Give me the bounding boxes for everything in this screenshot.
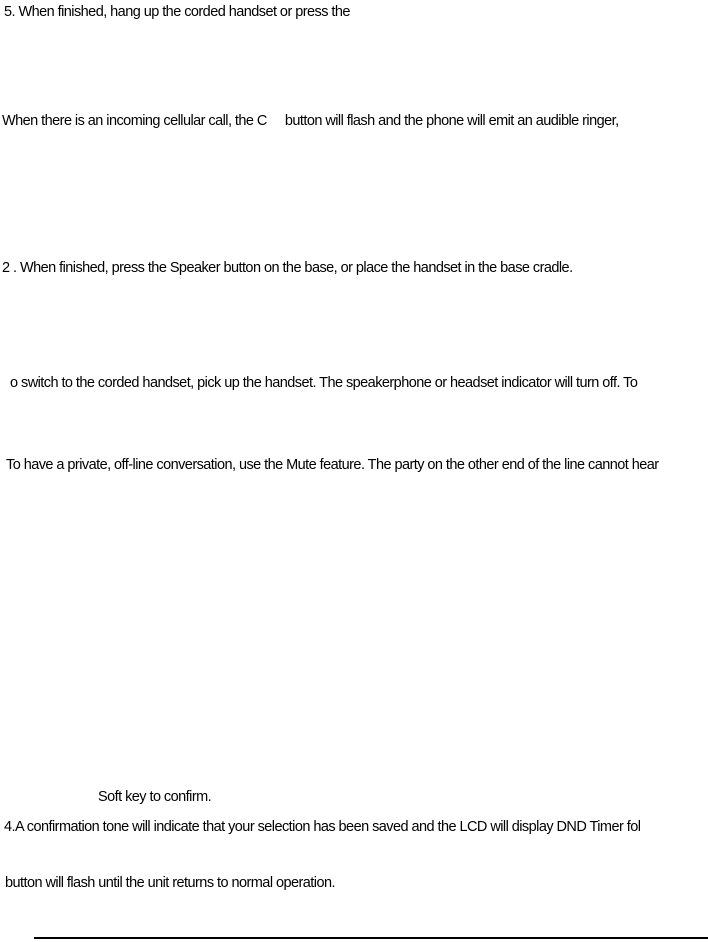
button-flash-text: button will flash until the unit returns to normal operation. <box>5 875 335 891</box>
incoming-call-text-part-2: button will flash and the phone will emit an audible ringer, <box>284 113 619 129</box>
incoming-cellular-call-text <box>2 112 619 130</box>
soft-key-confirm-text: Soft key to confirm. <box>98 789 212 805</box>
footer-divider <box>34 937 708 939</box>
switch-to-handset-text: o switch to the corded handset, pick up the handset. The speakerphone or headset indicator will turn off. To <box>10 375 638 391</box>
mute-feature-text: To have a private, off-line conversation, use the Mute feature. The party on the other end of the line cannot hear <box>6 457 659 473</box>
step-2-text: 2 . When finished, press the Speaker button on the base, or place the handset in the base cradle. <box>2 260 573 276</box>
incoming-call-text-part-1: When there is an incoming cellular call, the C <box>2 113 267 129</box>
step-5-text: 5. When finished, hang up the corded handset or press the <box>4 4 350 20</box>
step-4-text: 4.A confirmation tone will indicate that your selection has been saved and the LCD will display DND Timer fol <box>4 819 641 835</box>
